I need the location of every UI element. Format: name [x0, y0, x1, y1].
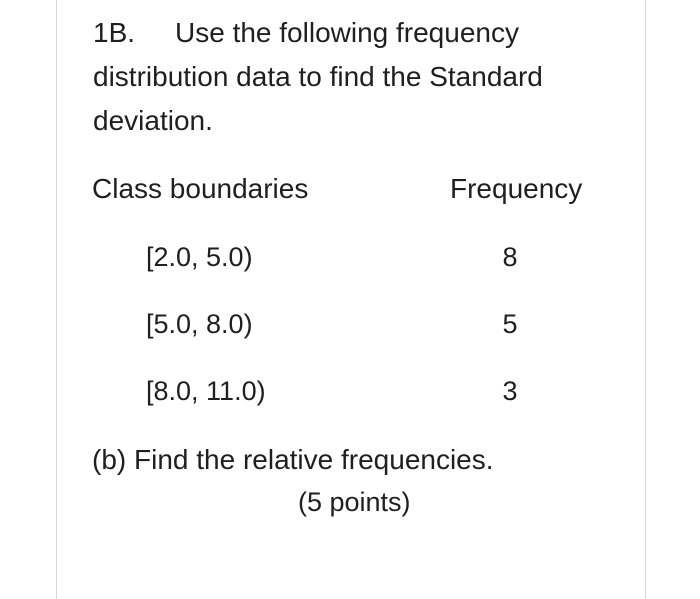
part-b-points: (5 points) — [298, 487, 411, 517]
question-line-1 — [93, 16, 519, 50]
table-row-3-frequency: 3 — [502, 376, 518, 406]
question-number: 1B. — [93, 17, 136, 48]
header-frequency: Frequency — [450, 173, 583, 204]
header-class-boundaries: Class boundaries — [92, 173, 309, 204]
table-row-2-class: [5.0, 8.0) — [146, 309, 253, 339]
table-row-3-class: [8.0, 11.0) — [146, 376, 266, 406]
table-row-2-frequency: 5 — [502, 309, 518, 339]
question-line-2: distribution data to find the Standard — [93, 61, 543, 92]
question-line-3: deviation. — [93, 105, 213, 136]
table-row-1-frequency: 8 — [502, 242, 518, 272]
question-text-1: Use the following frequency — [175, 17, 519, 48]
table-row-1-class: [2.0, 5.0) — [146, 242, 253, 272]
part-b-prompt: (b) Find the relative frequencies. — [92, 444, 494, 475]
